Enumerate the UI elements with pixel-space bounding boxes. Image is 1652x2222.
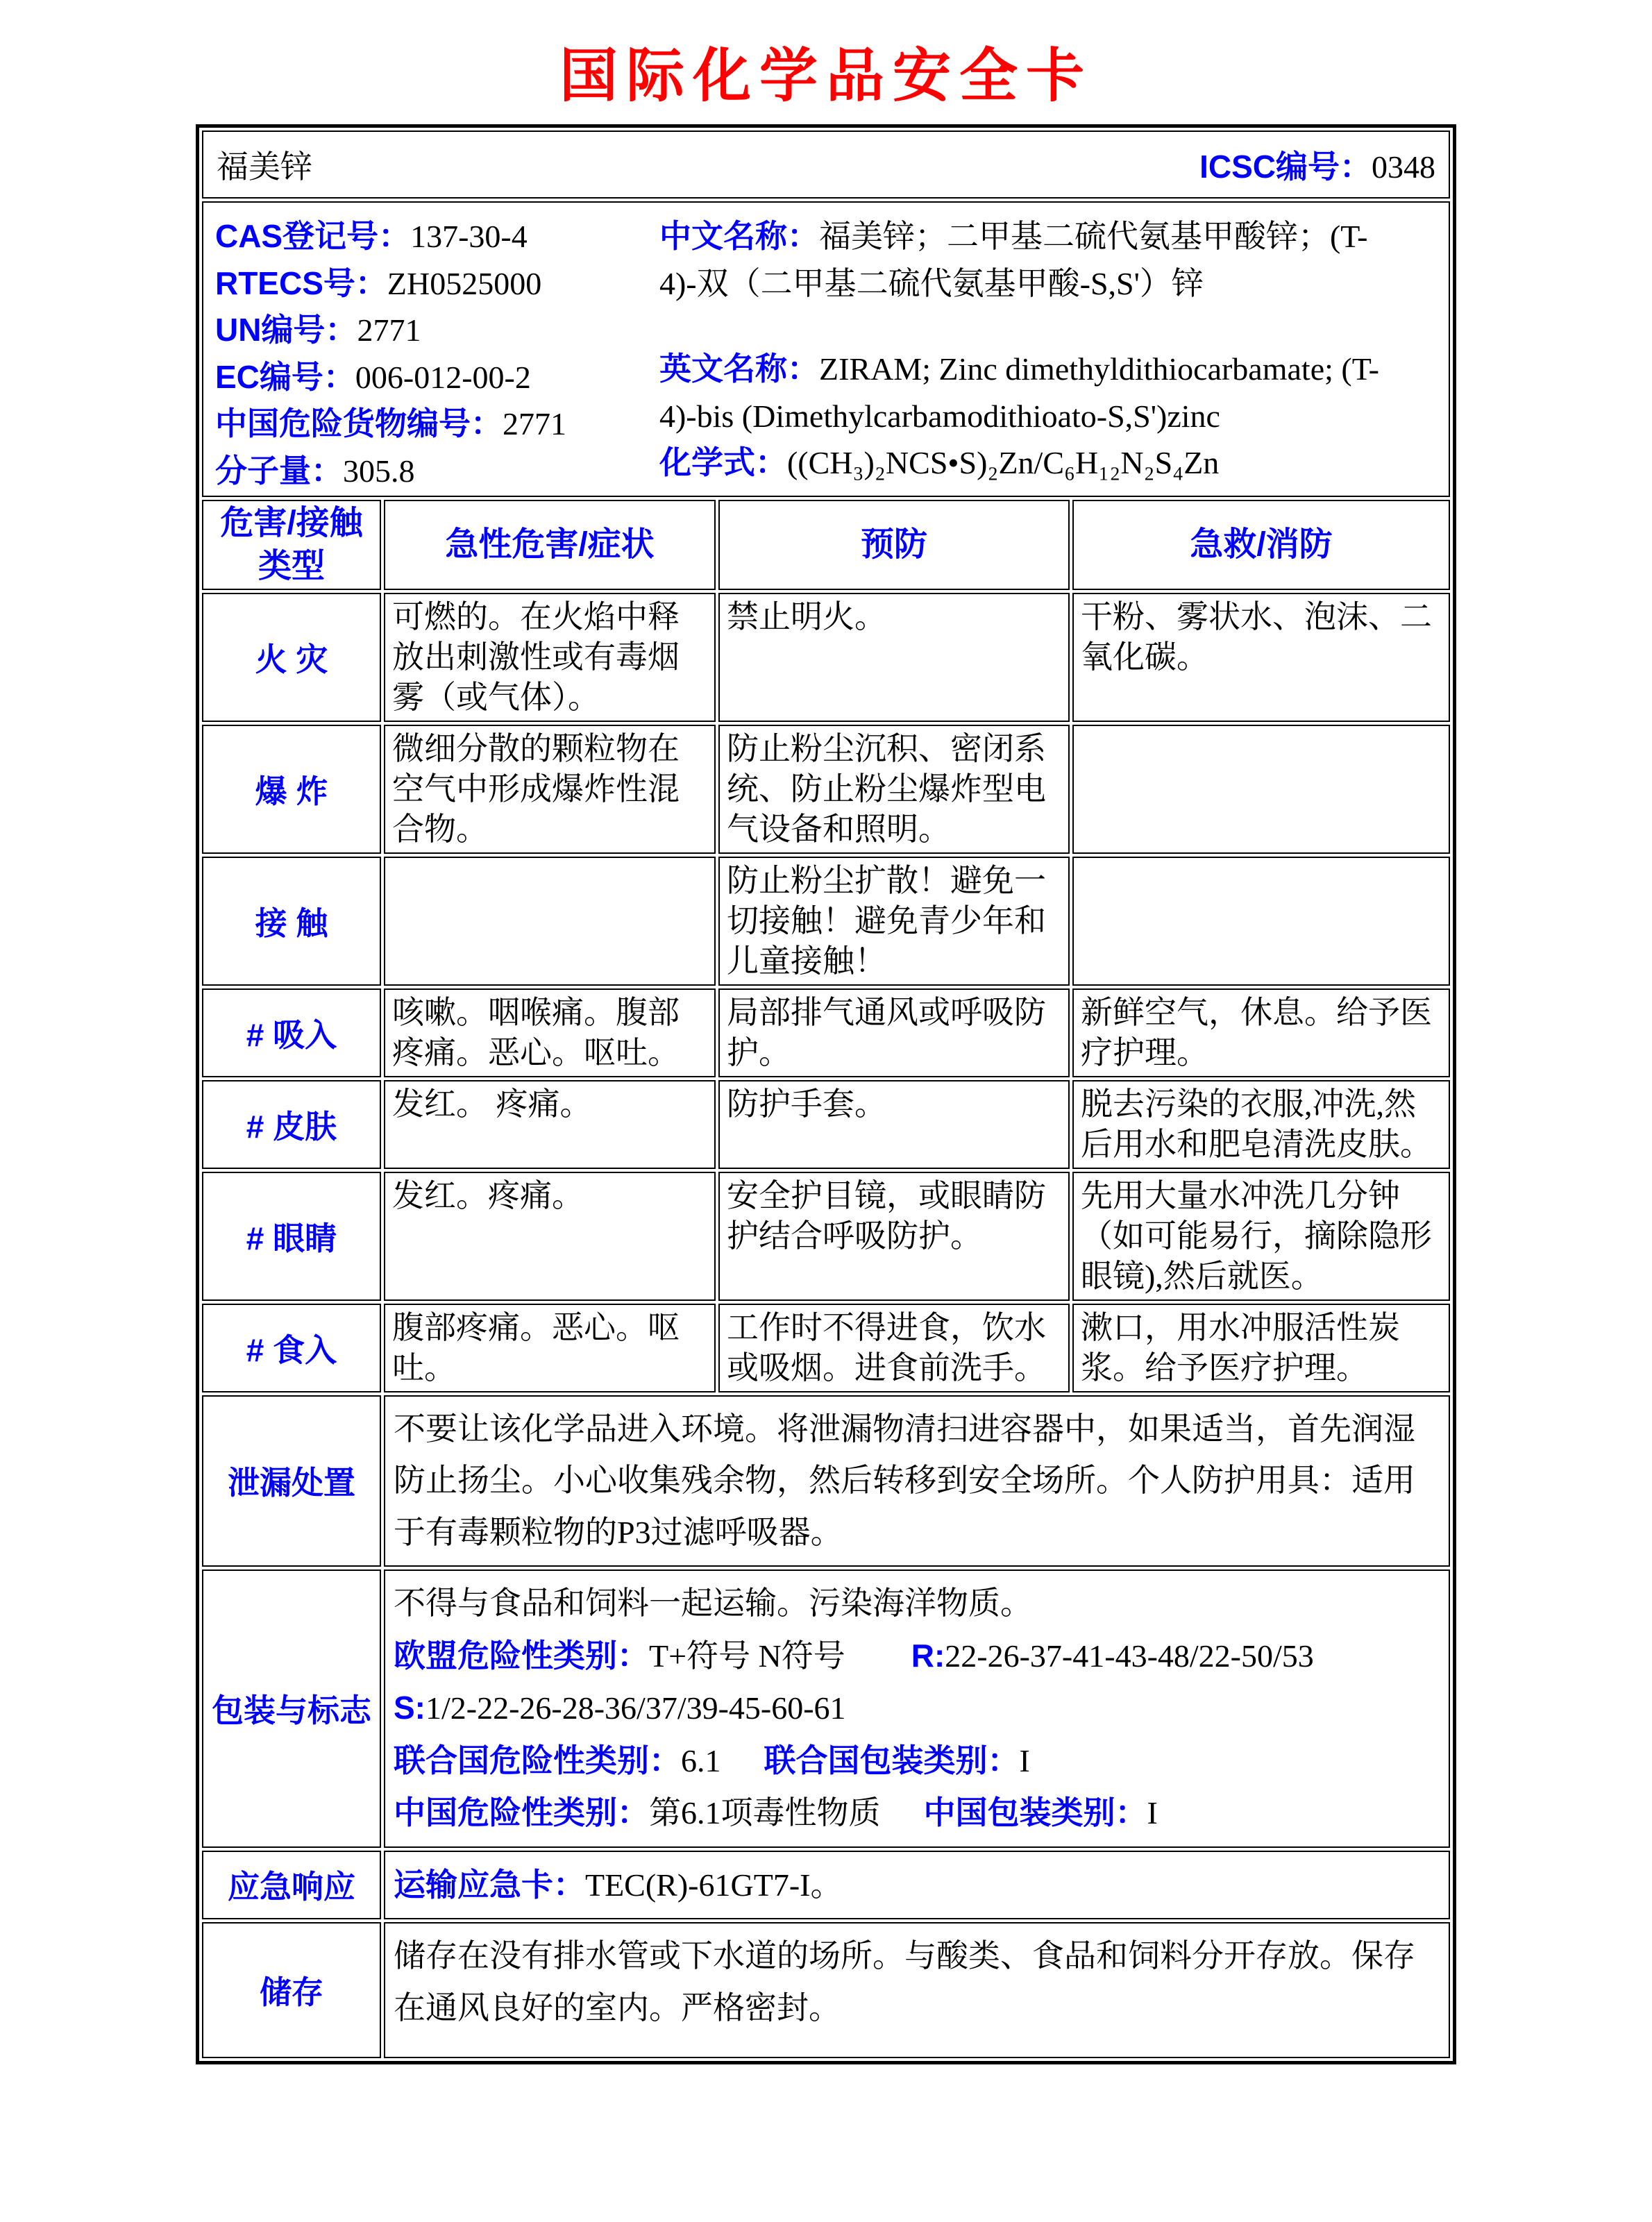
un-class-label: 联合国危险性类别： xyxy=(393,1742,681,1778)
column-header-firstaid: 急救/消防 xyxy=(1072,500,1450,591)
fire-symptoms-cell: 可燃的。在火焰中释放出刺激性或有毒烟雾（或气体）。 xyxy=(384,593,716,722)
eyes-symptoms-cell: 发红。疼痛。 xyxy=(384,1172,716,1301)
identifier-line-ec xyxy=(215,354,659,401)
cas-value: 137-30-4 xyxy=(410,219,528,254)
rtecs-label: RTECS号： xyxy=(214,264,387,301)
english-name-value: ZIRAM; Zinc dimethyldithiocarbamate; (T-4)-bis (Dimethylcarbamodithioato-S,S')zinc xyxy=(659,351,1379,434)
transport-card-value: TEC(R)-61GT7-I。 xyxy=(584,1867,843,1903)
cas-label: CAS登记号： xyxy=(214,218,411,254)
inhalation-symptoms-cell: 咳嗽。咽喉痛。腹部疼痛。恶心。呕吐。 xyxy=(384,988,716,1077)
storage-label: 储存 xyxy=(202,1922,381,2058)
english-name-paragraph xyxy=(659,346,1398,439)
un-pack-label: 联合国包装类别： xyxy=(764,1742,1020,1778)
column-header-prevention: 预防 xyxy=(718,500,1070,591)
column-header-row xyxy=(202,500,1450,591)
row-skin xyxy=(202,1080,1450,1169)
ingestion-firstaid-cell: 漱口，用水冲服活性炭浆。给予医疗护理。 xyxy=(1072,1304,1450,1392)
cn-class-value: 第6.1项毒性物质 xyxy=(648,1795,881,1831)
rtecs-value: ZH0525000 xyxy=(387,265,542,301)
inhalation-prevention-cell: 局部排气通风或呼吸防护。 xyxy=(718,988,1070,1077)
molweight-value: 305.8 xyxy=(342,453,415,489)
row-packaging xyxy=(202,1569,1450,1848)
row-contact xyxy=(202,857,1450,986)
icsc-number xyxy=(1199,142,1435,187)
un-label: UN编号： xyxy=(214,312,357,348)
eu-class-value: T+符号 N符号 xyxy=(648,1638,845,1674)
cn-pack-value: I xyxy=(1147,1795,1158,1831)
ingestion-type-label: # 食入 xyxy=(202,1304,381,1392)
chinese-name-label: 中文名称： xyxy=(659,218,819,254)
packaging-un-line xyxy=(394,1735,1440,1787)
row-emergency-response xyxy=(202,1851,1450,1920)
identifier-line-cas xyxy=(215,213,659,260)
icsc-number-value: 0348 xyxy=(1372,149,1436,185)
identifier-line-rtecs xyxy=(215,260,659,308)
eyes-prevention-cell: 安全护目镜，或眼睛防护结合呼吸防护。 xyxy=(718,1172,1070,1301)
contact-firstaid-cell xyxy=(1072,857,1450,986)
un-class-value: 6.1 xyxy=(680,1742,721,1778)
identification-row xyxy=(202,201,1450,497)
packaging-cn-line xyxy=(394,1787,1440,1840)
safety-card-table xyxy=(196,124,1456,2064)
packaging-text-cell xyxy=(384,1569,1450,1848)
row-storage xyxy=(202,1922,1450,2058)
explosion-type-label: 爆 炸 xyxy=(202,725,381,854)
ec-value: 006-012-00-2 xyxy=(355,359,531,395)
china-dg-label: 中国危险货物编号： xyxy=(214,405,503,442)
emergency-text-cell xyxy=(384,1851,1450,1920)
ec-label: EC编号： xyxy=(214,358,355,395)
eu-class-label: 欧盟危险性类别： xyxy=(393,1637,649,1674)
identifier-line-un xyxy=(215,307,659,354)
chinese-name-value: 福美锌；二甲基二硫代氨基甲酸锌；(T-4)-双（二甲基二硫代氨基甲酸-S,S'）锌 xyxy=(659,219,1368,301)
skin-symptoms-cell: 发红。 疼痛。 xyxy=(384,1080,716,1169)
molweight-label: 分子量： xyxy=(214,453,343,489)
cn-class-label: 中国危险性类别： xyxy=(393,1794,649,1831)
packaging-label: 包装与标志 xyxy=(202,1569,381,1848)
row-ingestion xyxy=(202,1304,1450,1392)
fire-prevention-cell: 禁止明火。 xyxy=(718,593,1070,722)
un-pack-value: I xyxy=(1019,1742,1030,1778)
row-eyes xyxy=(202,1172,1450,1301)
identification-cell xyxy=(202,201,1450,497)
column-header-symptoms: 急性危害/症状 xyxy=(384,500,716,591)
packaging-s-line xyxy=(394,1682,1440,1735)
inhalation-type-label: # 吸入 xyxy=(202,988,381,1077)
formula-label: 化学式： xyxy=(659,444,787,481)
row-fire xyxy=(202,593,1450,722)
formula-value: ((CH₃)₂NCS•S)₂Zn/C₆H₁₂N₂S₄Zn xyxy=(786,445,1220,481)
s-phrases-value: 1/2-22-26-28-36/37/39-45-60-61 xyxy=(425,1690,846,1726)
eyes-type-label: # 眼睛 xyxy=(202,1172,381,1301)
spill-label: 泄漏处置 xyxy=(202,1395,381,1567)
packaging-transport-note: 不得与食品和饲料一起运输。污染海洋物质。 xyxy=(393,1585,1032,1622)
ingestion-symptoms-cell: 腹部疼痛。恶心。呕吐。 xyxy=(384,1304,716,1392)
un-value: 2771 xyxy=(357,312,421,348)
chinese-name-paragraph xyxy=(659,213,1398,307)
explosion-prevention-cell: 防止粉尘沉积、密闭系统、防止粉尘爆炸型电气设备和照明。 xyxy=(718,725,1070,854)
s-phrases-label: S: xyxy=(393,1690,425,1726)
icsc-number-label: ICSC编号： xyxy=(1199,149,1372,185)
substance-header-cell xyxy=(202,131,1450,199)
emergency-label: 应急响应 xyxy=(202,1851,381,1920)
transport-card-label: 运输应急卡： xyxy=(393,1866,585,1903)
name-list xyxy=(659,213,1398,495)
formula-paragraph xyxy=(659,439,1398,487)
r-phrases-label: R: xyxy=(911,1637,945,1674)
identifier-line-molweight xyxy=(215,448,659,495)
row-explosion xyxy=(202,725,1450,854)
skin-type-label: # 皮肤 xyxy=(202,1080,381,1169)
eyes-firstaid-cell: 先用大量水冲洗几分钟（如可能易行，摘除隐形眼镜),然后就医。 xyxy=(1072,1172,1450,1301)
row-spill-disposal xyxy=(202,1395,1450,1567)
spill-text-cell: 不要让该化学品进入环境。将泄漏物清扫进容器中，如果适当，首先润湿防止扬尘。小心收集残余物，然后转移到安全场所。个人防护用具：适用于有毒颗粒物的P3过滤呼吸器。 xyxy=(384,1395,1450,1567)
identifier-line-china-dg xyxy=(215,401,659,448)
cn-pack-label: 中国包装类别： xyxy=(923,1794,1147,1831)
ingestion-prevention-cell: 工作时不得进食，饮水或吸烟。进食前洗手。 xyxy=(718,1304,1070,1392)
explosion-symptoms-cell: 微细分散的颗粒物在空气中形成爆炸性混合物。 xyxy=(384,725,716,854)
substance-header-row xyxy=(202,131,1450,199)
storage-text-cell: 储存在没有排水管或下水道的场所。与酸类、食品和饲料分开存放。保存在通风良好的室内。严格密封。 xyxy=(384,1922,1450,2058)
english-name-label: 英文名称： xyxy=(659,351,819,387)
r-phrases-value: 22-26-37-41-43-48/22-50/53 xyxy=(945,1638,1314,1674)
fire-firstaid-cell: 干粉、雾状水、泡沫、二氧化碳。 xyxy=(1072,593,1450,722)
fire-type-label: 火 灾 xyxy=(202,593,381,722)
china-dg-value: 2771 xyxy=(502,406,566,442)
column-header-hazard-type: 危害/接触类型 xyxy=(202,500,381,591)
row-inhalation xyxy=(202,988,1450,1077)
contact-symptoms-cell xyxy=(384,857,716,986)
page-title: 国际化学品安全卡 xyxy=(559,43,1093,108)
identifier-list xyxy=(215,213,659,495)
contact-type-label: 接 触 xyxy=(202,857,381,986)
skin-prevention-cell: 防护手套。 xyxy=(718,1080,1070,1169)
explosion-firstaid-cell xyxy=(1072,725,1450,854)
substance-name: 福美锌 xyxy=(216,149,312,185)
skin-firstaid-cell: 脱去污染的衣服,冲洗,然后用水和肥皂清洗皮肤。 xyxy=(1072,1080,1450,1169)
inhalation-firstaid-cell: 新鲜空气，休息。给予医疗护理。 xyxy=(1072,988,1450,1077)
packaging-eu-line xyxy=(394,1630,1440,1683)
contact-prevention-cell: 防止粉尘扩散！避免一切接触！避免青少年和儿童接触！ xyxy=(718,857,1070,986)
